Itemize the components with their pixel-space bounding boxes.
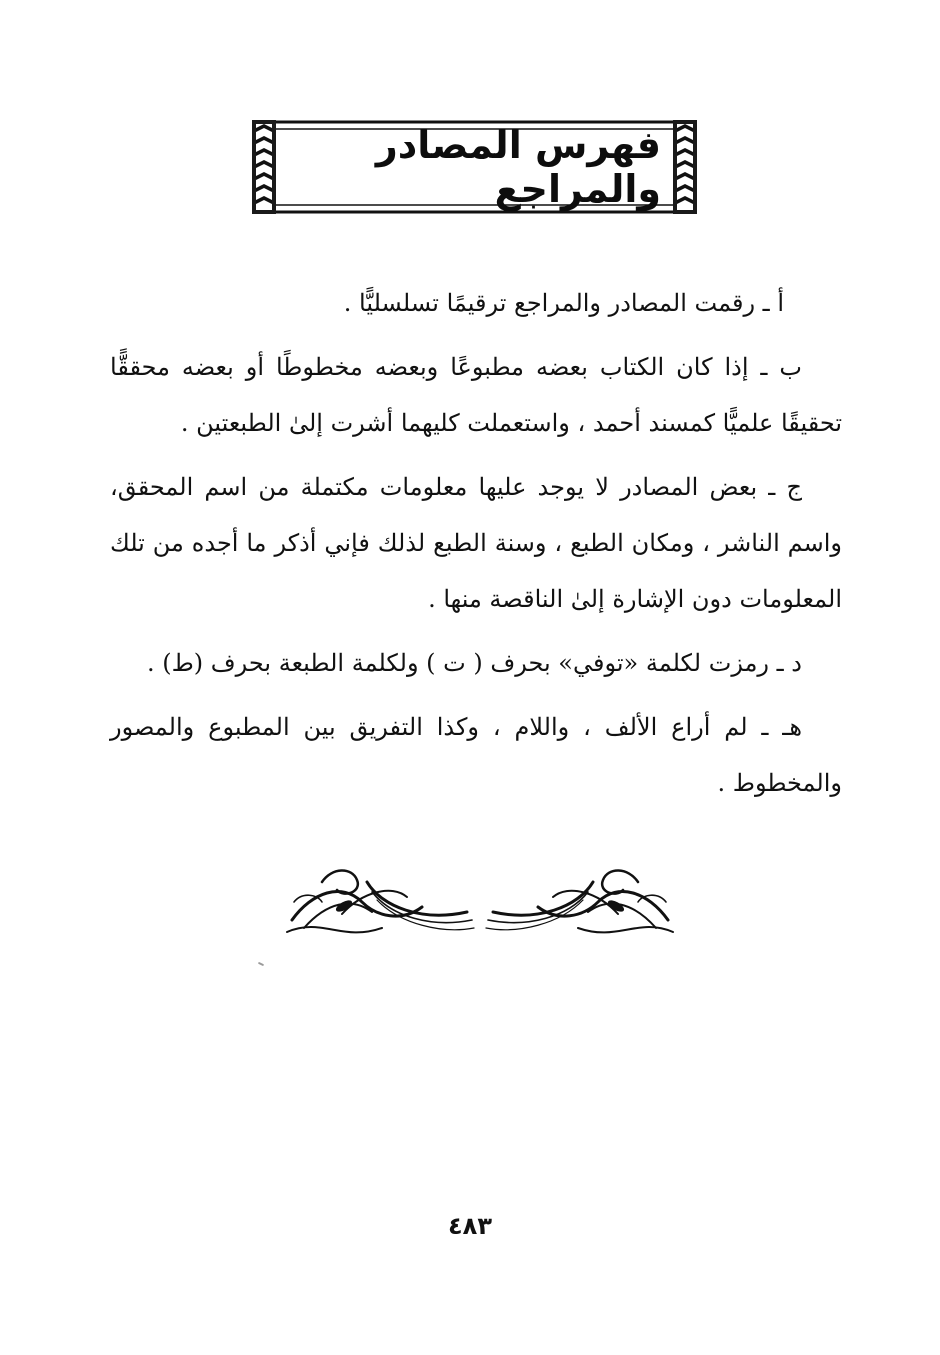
scan-speck (258, 962, 264, 966)
note-item: أ ـ رقمت المصادر والمراجع ترقيمًا تسلسليًّا . (343, 289, 784, 317)
page-number: ٤٨٣ (448, 1212, 492, 1240)
flourish-ornament-icon (282, 862, 678, 944)
title-banner (248, 118, 701, 216)
note-item: د ـ رمزت لكلمة «توفي» بحرف ( ت ) ولكلمة الطبعة بحرف (ط) . (146, 649, 802, 677)
note-item: هـ ـ لم أراع الألف ، واللام ، وكذا التفريق بين المطبوع والمصور والمخطوط . (110, 713, 842, 797)
notes-body (110, 275, 842, 819)
note-item: ب ـ إذا كان الكتاب بعضه مطبوعًا وبعضه مخطوطًا أو بعضه محققًّا تحقيقًا علميًّا كمسند أحمد ، واستعملت كليهما أشرت إلىٰ الطبعتين . (110, 353, 842, 437)
page-title: فهرس المصادر والمراجع (375, 123, 661, 211)
note-item: ج ـ بعض المصادر لا يوجد عليها معلومات مكتملة من اسم المحقق، واسم الناشر ، ومكان الطبع ، وسنة الطبع لذلك فإني أذكر ما أجده من تلك المعلومات دون الإشارة إلىٰ الناقصة منها . (110, 473, 842, 613)
